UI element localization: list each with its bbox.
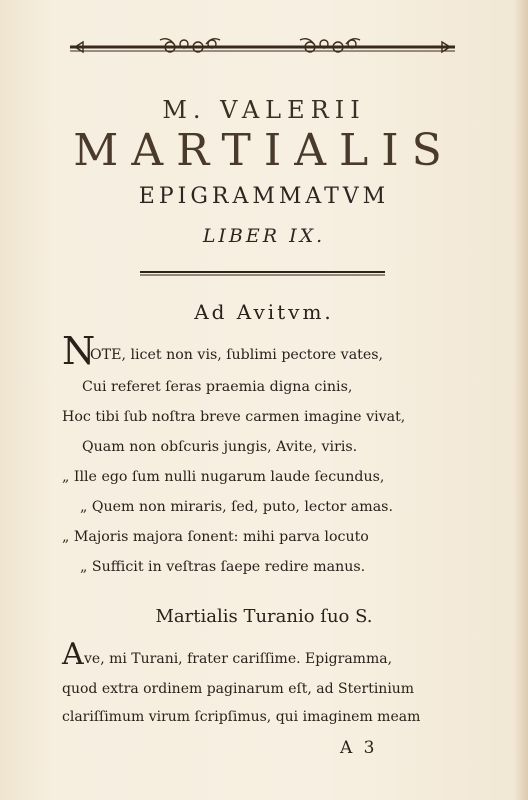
- poem-line: Quam non obſcuris jungis, Avite, viris.: [82, 439, 358, 455]
- poem-heading: Ad Avitvm.: [194, 300, 334, 324]
- letter-line: clariſſimum virum ſcripſimus, qui imaginem meam: [62, 709, 421, 725]
- poem-line: Cui referet ſeras praemia digna cinis,: [82, 379, 353, 395]
- title-line-3: EPIGRAMMATVM: [138, 184, 390, 209]
- title-line-4: LIBER IX.: [202, 225, 326, 247]
- poem-line: „ Majoris majora ſonent: mihi parva locuto: [62, 529, 369, 545]
- poem-line: OTE, licet non vis, ſublimi pectore vates,: [90, 347, 384, 363]
- letter-line: quod extra ordinem paginarum eſt, ad Stertinium: [62, 681, 415, 697]
- divider-rule: [140, 270, 385, 276]
- page-edge-shadow: [514, 0, 528, 800]
- poem-line: „ Sufficit in veſtras ſaepe redire manus.: [80, 559, 366, 575]
- poem-drop-cap: N: [62, 329, 96, 373]
- letter-line: ve, mi Turani, frater cariſſime. Epigramma,: [84, 651, 393, 667]
- header-ornament: [70, 36, 455, 58]
- title-line-2: MARTIALIS: [73, 125, 455, 176]
- poem-line: „ Ille ego ſum nulli nugarum laude ſecundus,: [62, 469, 385, 485]
- poem-line: Hoc tibi ſub noſtra breve carmen imagine vivat,: [62, 409, 406, 425]
- letter-heading: Martialis Turanio ſuo S.: [155, 606, 373, 627]
- title-line-1: M. VALERII: [162, 96, 366, 124]
- poem-line: „ Quem non miraris, ſed, puto, lector amas.: [80, 499, 393, 515]
- signature-mark: A 3: [340, 738, 378, 758]
- letter-drop-cap: A: [62, 637, 84, 672]
